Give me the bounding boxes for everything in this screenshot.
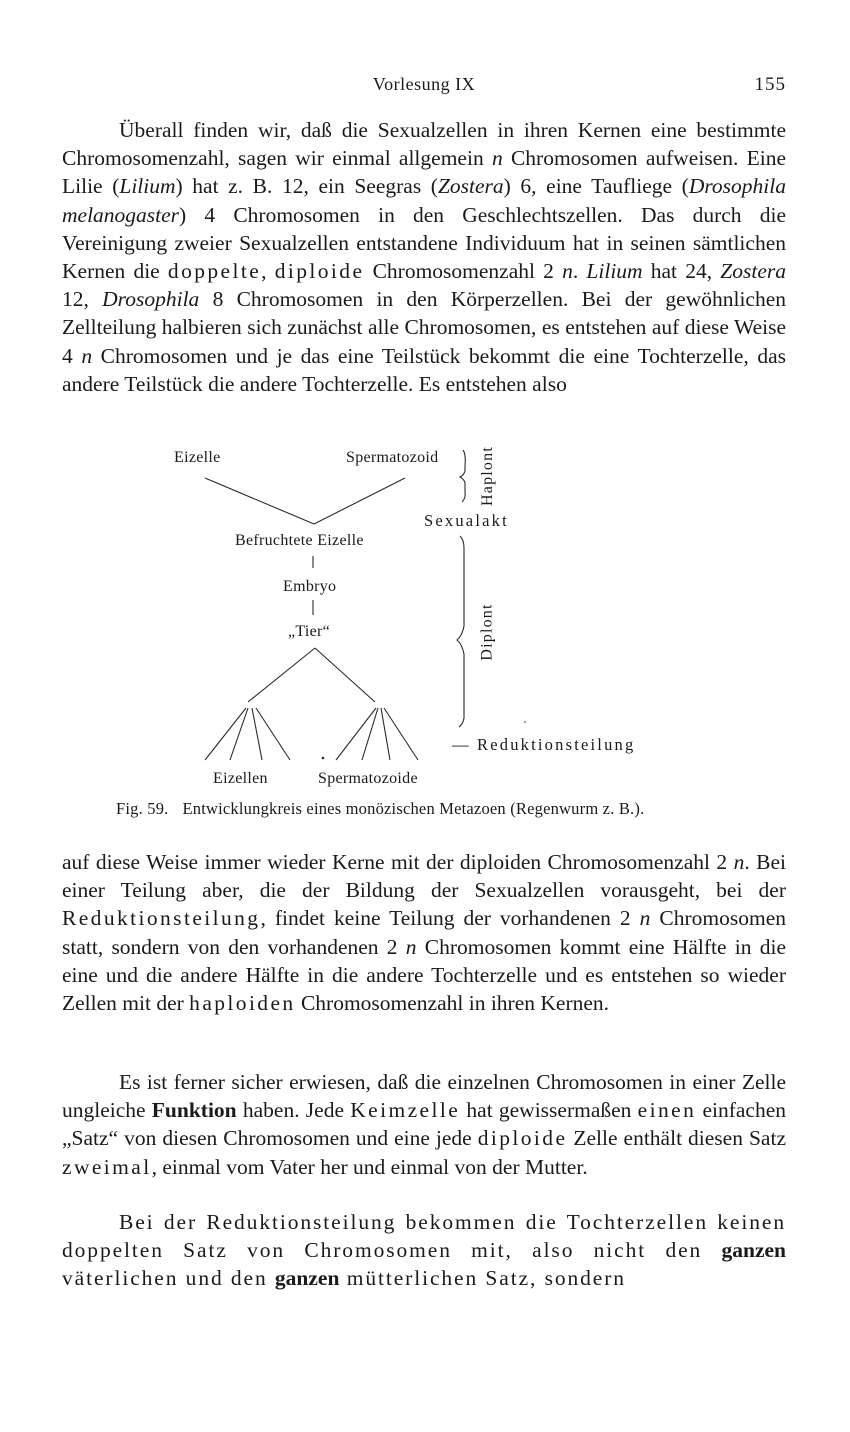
paragraph-chromosome-function: Es ist ferner sicher erwiesen, daß die einzelnen Chromosomen in einer Zelle ungleiche Funktion haben. Jede Keimzelle hat gewissermaßen einen einfachen „Satz“ von diesen Chromosomen und eine jede diploide Zelle enthält diesen Satz zweimal, einmal vom Vater her und einmal von der Mutter. bbox=[62, 1070, 786, 1179]
spaced-diploide: diploide bbox=[274, 259, 365, 284]
species-zostera: Zostera bbox=[437, 174, 504, 199]
bold-ganzen-2: ganzen bbox=[274, 1266, 340, 1291]
bold-funktion: Funktion bbox=[151, 1098, 237, 1123]
figure-59-life-cycle-diagram bbox=[0, 440, 850, 787]
spaced-diploide-2: diploide bbox=[477, 1126, 568, 1151]
paragraph-reduction-division: auf diese Weise immer wieder Kerne mit der diploiden Chromosomenzahl 2 n. Bei einer Teilung aber, die der Bildung der Sexualzellen vorausgeht, bei der Reduktionsteilung, findet keine Teilung der vorhandenen 2 n Chromosomen statt, sondern von den vorhandenen 2 n Chromosomen kommt eine Hälfte in die eine und die andere Hälfte in die andere Tochterzelle und es entstehen so wieder Zellen mit der haploiden Chromosomenzahl in ihren Kernen. bbox=[62, 850, 786, 1016]
spaced-einen: einen bbox=[637, 1098, 697, 1123]
page-header bbox=[62, 74, 786, 100]
running-title: Vorlesung IX bbox=[372, 74, 476, 94]
species-drosophila: Drosophila melanogaster bbox=[62, 174, 786, 227]
label-diplont: Diplont bbox=[478, 603, 496, 661]
diplont-bracket bbox=[457, 536, 464, 727]
label-spermatozoide: Spermatozoide bbox=[318, 770, 418, 787]
haplont-bracket bbox=[460, 450, 465, 502]
spaced-zweimal: zweimal bbox=[62, 1154, 152, 1179]
label-eizelle: Eizelle bbox=[174, 449, 221, 466]
paragraph-reduction-sets: Bei der Reduktionsteilung bekommen die Tochterzellen keinen doppelten Satz von Chromosomen mit, also nicht den ganzen väterlichen und den ganzen mütterlichen Satz, sondern bbox=[62, 1210, 786, 1291]
label-befruchtete-eizelle: Befruchtete Eizelle bbox=[235, 532, 364, 549]
figure-number: Fig. 59. bbox=[116, 799, 169, 818]
label-spermatozoid: Spermatozoid bbox=[346, 449, 439, 466]
figure-caption bbox=[116, 799, 756, 819]
spaced-keimzelle: Keimzelle bbox=[350, 1098, 461, 1123]
species-lilium: Lilium bbox=[119, 174, 176, 199]
paragraph-chromosome-numbers: Überall finden wir, daß die Sexualzellen in ihren Kernen eine bestimmte Chromosomenzahl, sagen wir einmal allgemein n Chromosomen aufweisen. Eine Lilie (Lilium) hat z. B. 12, ein Seegras (Zostera) 6, eine Taufliege (Drosophila melanogaster) 4 Chromosomen in den Geschlechtszellen. Das durch die Vereinigung zweier Sexualzellen entstandene Individuum hat in seinen sämtlichen Kernen die doppelte, diploide Chromosomenzahl 2 n. Lilium hat 24, Zostera 12, Drosophila 8 Chromosomen in den Körperzellen. Bei der gewöhnlichen Zellteilung halbieren sich zunächst alle Chromosomen, es entstehen auf diese Weise 4 n Chromosomen und je das eine Teilstück bekommt die eine Tochterzelle, das andere Teilstück die andere Tochterzelle. Es entstehen also bbox=[62, 118, 787, 396]
page-number: 155 bbox=[754, 74, 786, 95]
bold-ganzen-1: ganzen bbox=[721, 1238, 786, 1263]
line-eizelle-to-fertilized bbox=[205, 478, 314, 524]
figure-caption-text: Entwicklungkreis eines monözischen Metazoen (Regenwurm z. B.). bbox=[182, 799, 645, 818]
line-sperm-to-fertilized bbox=[314, 478, 405, 524]
line-tier-to-eizellen bbox=[248, 648, 315, 702]
label-sexualakt: Sexualakt bbox=[424, 511, 509, 530]
spaced-haploiden: haploiden bbox=[189, 991, 296, 1016]
label-eizellen: Eizellen bbox=[213, 770, 268, 787]
label-tier: „Tier“ bbox=[288, 623, 331, 640]
line-tier-to-spermatozoide bbox=[315, 648, 375, 702]
label-embryo: Embryo bbox=[283, 578, 337, 595]
spaced-reduktionsteilung: Reduktionsteilung bbox=[62, 906, 261, 931]
spaced-doppelte: doppelte bbox=[167, 259, 262, 284]
life-cycle-diagram-lines bbox=[0, 440, 850, 780]
label-haplont: Haplont bbox=[478, 446, 496, 506]
label-reduktionsteilung: — Reduktionsteilung bbox=[452, 735, 636, 754]
